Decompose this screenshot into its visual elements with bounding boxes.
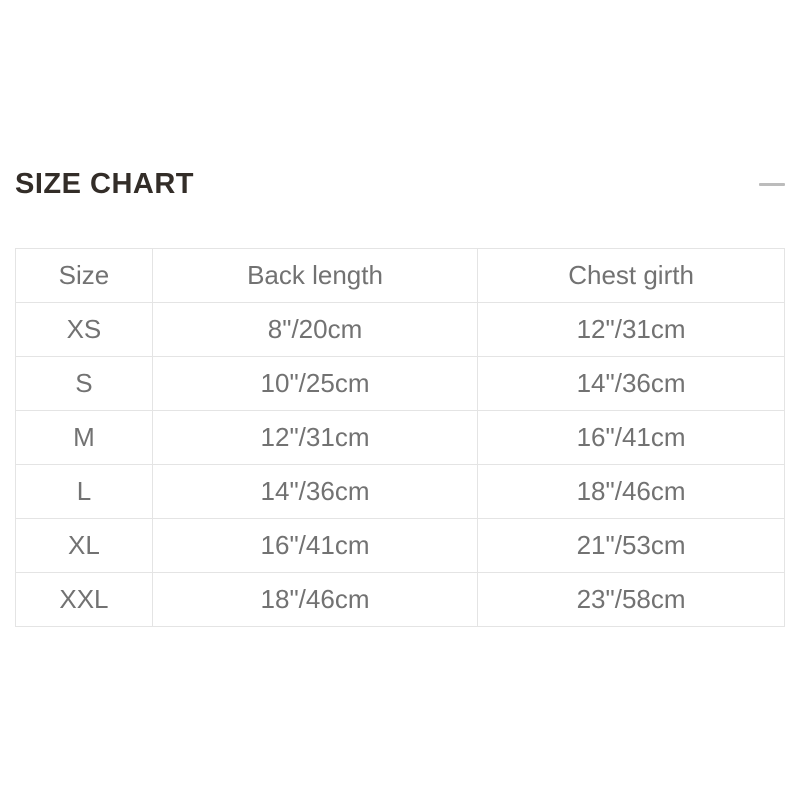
column-header-chest-girth: Chest girth xyxy=(478,249,785,303)
cell-chest-girth: 23"/58cm xyxy=(478,573,785,627)
cell-chest-girth: 18"/46cm xyxy=(478,465,785,519)
cell-size: L xyxy=(16,465,153,519)
cell-back-length: 10"/25cm xyxy=(152,357,477,411)
table-row-xl xyxy=(16,519,785,573)
cell-chest-girth: 21"/53cm xyxy=(478,519,785,573)
column-header-back-length: Back length xyxy=(152,249,477,303)
cell-chest-girth: 12"/31cm xyxy=(478,303,785,357)
cell-chest-girth: 16"/41cm xyxy=(478,411,785,465)
cell-back-length: 18"/46cm xyxy=(152,573,477,627)
table-row-xs xyxy=(16,303,785,357)
minus-icon xyxy=(759,183,785,186)
cell-size: S xyxy=(16,357,153,411)
cell-back-length: 14"/36cm xyxy=(152,465,477,519)
cell-back-length: 12"/31cm xyxy=(152,411,477,465)
column-header-size: Size xyxy=(16,249,153,303)
cell-size: XS xyxy=(16,303,153,357)
table-header-row xyxy=(16,249,785,303)
cell-size: M xyxy=(16,411,153,465)
table-row-m xyxy=(16,411,785,465)
size-chart-section xyxy=(0,168,800,800)
cell-back-length: 16"/41cm xyxy=(152,519,477,573)
cell-chest-girth: 14"/36cm xyxy=(478,357,785,411)
cell-size: XL xyxy=(16,519,153,573)
collapse-toggle-button[interactable] xyxy=(755,170,785,200)
size-chart-table xyxy=(15,248,785,627)
section-header xyxy=(15,168,785,201)
table-row-s xyxy=(16,357,785,411)
page-title: SIZE CHART xyxy=(15,168,194,200)
table-row-xxl xyxy=(16,573,785,627)
cell-size: XXL xyxy=(16,573,153,627)
cell-back-length: 8"/20cm xyxy=(152,303,477,357)
table-row-l xyxy=(16,465,785,519)
